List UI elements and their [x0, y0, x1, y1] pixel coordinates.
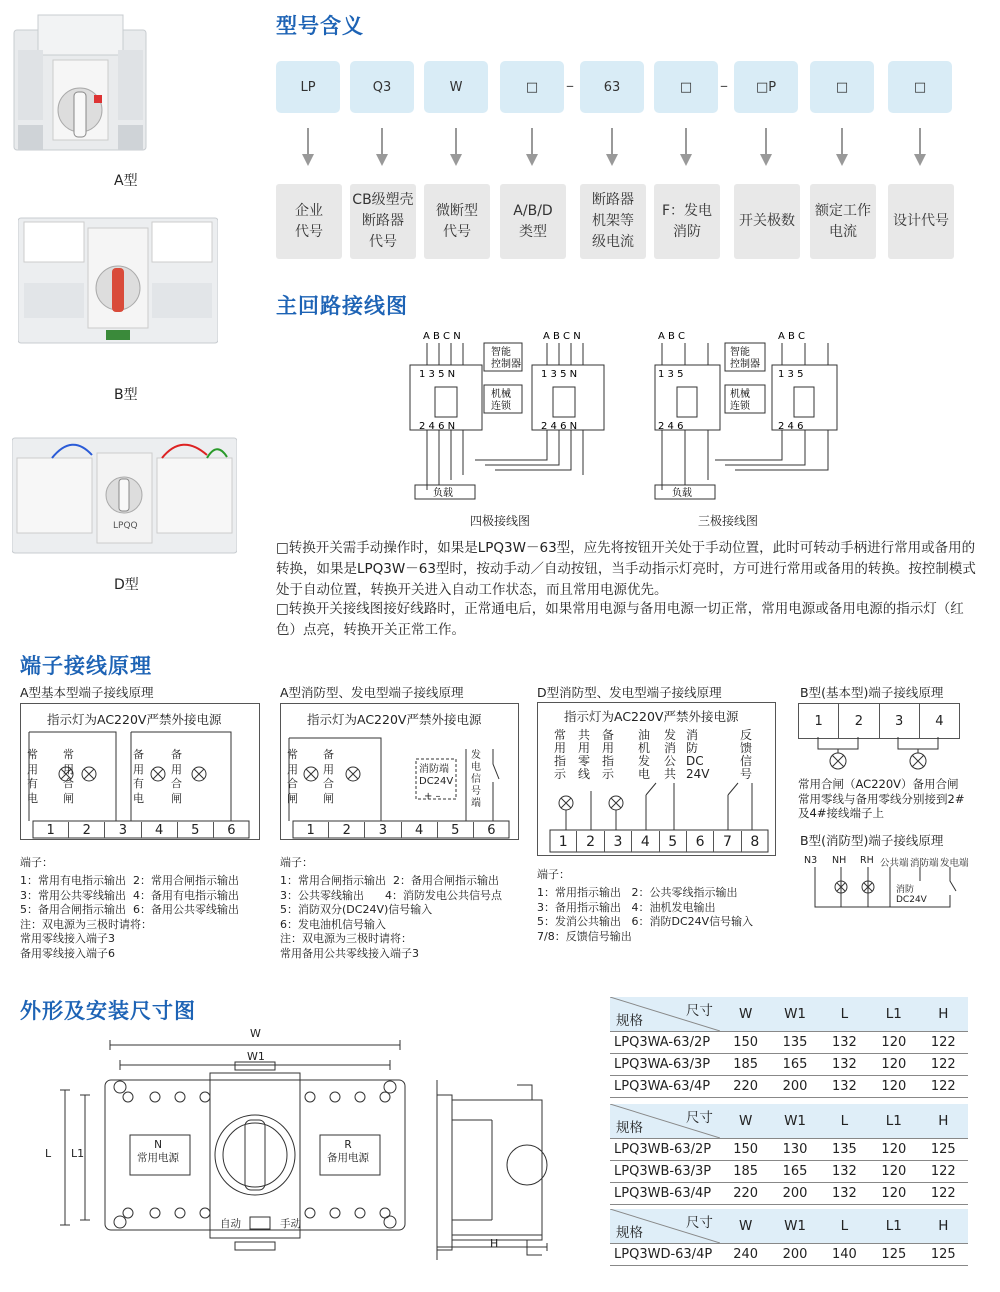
- meaning-box: [500, 184, 566, 259]
- spec-col-header: W: [721, 997, 770, 1032]
- meaning-text: A/B/D 类型: [513, 202, 553, 240]
- spec-cell: 185: [721, 1054, 770, 1076]
- meaning-box: [276, 184, 342, 259]
- spec-cell: 200: [770, 1076, 819, 1098]
- legend-line: 注：双电源为三极时请将：: [280, 932, 412, 945]
- spec-model-cell: LPQ3WA-63/4P: [610, 1076, 721, 1098]
- down-arrow-icon: [834, 128, 850, 168]
- b-fire-dc: 消防 DC24V: [896, 885, 927, 905]
- terminal-number: 4: [401, 822, 437, 838]
- spec-cell: 122: [919, 1161, 968, 1183]
- meaning-box: [424, 184, 490, 259]
- spec-cell: 120: [869, 1032, 918, 1054]
- terminal-number: 7: [713, 831, 740, 852]
- screw-icon: [175, 1092, 185, 1102]
- b-fire-term: 消防端: [910, 858, 939, 869]
- meaning-text: 微断型 代号: [436, 202, 478, 240]
- meaning-box: [888, 184, 954, 259]
- legend-line: 3：公共零线输出 4：消防发电公共信号点: [280, 888, 502, 902]
- four-pole-interlock: 机械连锁: [491, 389, 511, 412]
- spec-cell: 220: [721, 1076, 770, 1098]
- spec-col-header: W1: [770, 1104, 819, 1139]
- dim-w: W: [250, 1027, 261, 1040]
- a-fire-legend: [280, 874, 502, 961]
- three-pole-caption: 三极接线图: [698, 514, 759, 528]
- spec-col-header: L: [820, 1209, 869, 1244]
- spec-cell: 120: [869, 1054, 918, 1076]
- spec-header-row: [610, 1209, 968, 1244]
- b-basic-note: [798, 777, 964, 821]
- b-basic-numbers: [798, 703, 960, 739]
- spec-table: [610, 1209, 968, 1266]
- code-box: □: [500, 61, 564, 113]
- three-pole-terms-bot-r: 2 4 6: [778, 421, 804, 432]
- a-fire-warning: 指示灯为AC220V严禁外接电源: [307, 712, 482, 727]
- spec-cell: 220: [721, 1183, 770, 1205]
- legend-line: 1：常用有电指示输出 2：常用合闸指示输出: [20, 874, 239, 887]
- down-arrow-icon: [300, 128, 316, 168]
- a-basic-label-1: 常 用 有 电: [27, 748, 38, 805]
- spec-cell: 132: [820, 1183, 869, 1205]
- spec-cell: 200: [770, 1183, 819, 1205]
- d-fire-label: 反 馈 信 号: [740, 728, 753, 781]
- legend-line: 3：常用公共零线输出 4：备用有电指示输出: [20, 888, 239, 902]
- b-fire-title: B型(消防型)端子接线原理: [800, 833, 944, 848]
- a-fire-label-1: 常 用 合 闸: [287, 748, 298, 805]
- legend-line: 5：消防双分(DC24V)信号输入: [280, 903, 433, 916]
- down-arrow-icon: [758, 128, 774, 168]
- terminal-number: 1: [46, 822, 55, 838]
- terminal-number: 5: [177, 822, 213, 838]
- meaning-text: CB级塑壳 断路器 代号: [352, 192, 414, 250]
- note-1: □转换开关需手动操作时，如果是LPQ3W－63型，应先将按钮开关处于手动位置，此时可转动手柄进行常用或备用的转换，如果是LPQ3W－63型时，按动手动／自动按钮，当手动指示灯亮时，方可进行常用或备用的转换。按控制模式处于自动位置，转换开关进入自动工作状态，而且常用电源优先。: [276, 540, 976, 598]
- b-fire-term: 发电端: [940, 858, 969, 869]
- spec-col-header: L1: [869, 1104, 918, 1139]
- meaning-box: [810, 184, 876, 259]
- product-d: [12, 433, 237, 558]
- d-fire-title: D型消防型、发电型端子接线原理: [537, 685, 722, 700]
- n-label: N 常用电源: [137, 1139, 179, 1164]
- a-basic-box: [20, 703, 260, 840]
- three-pole-load: 负载: [672, 488, 692, 499]
- four-pole-top-right: A B C N: [543, 331, 581, 342]
- down-arrow-icon: [604, 128, 620, 168]
- a-basic-terminal-word: 端子：: [20, 856, 53, 869]
- code-box: 63: [580, 61, 644, 113]
- terminal-number: 2: [68, 822, 104, 838]
- screw-icon: [200, 1092, 210, 1102]
- d-fire-terminal-word: 端子：: [537, 868, 570, 881]
- terminal-number: 2: [838, 704, 878, 738]
- spec-cell: 125: [869, 1244, 918, 1266]
- screw-icon: [150, 1092, 160, 1102]
- terminal-number: 6: [473, 822, 509, 838]
- a-basic-warning: 指示灯为AC220V严禁外接电源: [47, 712, 222, 727]
- down-arrow-icon: [912, 128, 928, 168]
- legend-line: 常用零线接入端子3: [20, 932, 115, 945]
- spec-cell: 120: [869, 1139, 918, 1161]
- code-box: □: [654, 61, 718, 113]
- spec-cell: 240: [721, 1244, 770, 1266]
- main-circuit-title: 主回路接线图: [276, 294, 408, 318]
- a-fire-box: [280, 703, 519, 840]
- table-row: [610, 1054, 968, 1076]
- meaning-text: 企业 代号: [295, 202, 323, 240]
- product-b: [18, 208, 218, 348]
- spec-model-cell: LPQ3WB-63/2P: [610, 1139, 721, 1161]
- spec-header-corner: [610, 997, 721, 1032]
- terminal-number: 8: [741, 831, 768, 852]
- brand-text: LPQQ: [113, 521, 138, 531]
- screw-icon: [330, 1208, 340, 1218]
- spec-col-header: W1: [770, 1209, 819, 1244]
- separator: –: [566, 76, 574, 95]
- note-2: □转换开关接线图接好线路时，正常通电后，如果常用电源与备用电源一切正常，常用电源或备用电源的指示灯（红色）点亮，转换开关正常工作。: [276, 601, 964, 638]
- meaning-box: [734, 184, 800, 259]
- four-pole-terms-top-r: 1 3 5 N: [541, 369, 578, 380]
- b-fire-diagram: [800, 855, 975, 915]
- auto-label: 自动: [220, 1218, 241, 1230]
- legend-line: 常用备用公共零线接入端子3: [280, 946, 419, 960]
- spec-header-row: [610, 1104, 968, 1139]
- spec-col-header: W1: [770, 997, 819, 1032]
- code-box: LP: [276, 61, 340, 113]
- spec-cell: 120: [869, 1161, 918, 1183]
- spec-cell: 150: [721, 1032, 770, 1054]
- three-pole-terms-top-l: 1 3 5: [658, 369, 684, 380]
- dimensions-title: 外形及安装尺寸图: [20, 999, 196, 1023]
- spec-cell: 165: [770, 1161, 819, 1183]
- a-basic-label-2: 常 用 合 闸: [63, 748, 74, 805]
- spec-word: 规格: [616, 1225, 643, 1241]
- legend-line: 6：发电油机信号输入: [280, 917, 386, 931]
- screw-icon: [380, 1092, 390, 1102]
- spec-col-header: W: [721, 1209, 770, 1244]
- d-fire-legend: [537, 886, 753, 944]
- spec-header-corner: [610, 1209, 721, 1244]
- screw-icon: [200, 1208, 210, 1218]
- three-pole-diagram: [650, 325, 845, 505]
- d-fire-numbers: [550, 831, 768, 852]
- terminal-number: 5: [437, 822, 473, 838]
- front-drawing: [40, 1025, 420, 1270]
- spec-cell: 132: [820, 1054, 869, 1076]
- spec-cell: 132: [820, 1032, 869, 1054]
- terminal-number: 3: [104, 822, 140, 838]
- screw-icon: [123, 1208, 133, 1218]
- terminal-number: 1: [306, 822, 315, 838]
- spec-cell: 185: [721, 1161, 770, 1183]
- screw-icon: [330, 1092, 340, 1102]
- legend-line: 及4#接线端子上: [798, 806, 884, 820]
- b-basic-title: B型(基本型)端子接线原理: [800, 685, 944, 700]
- terminal-number: 4: [141, 822, 177, 838]
- spec-model-cell: LPQ3WA-63/2P: [610, 1032, 721, 1054]
- a-basic-label-4: 备 用 合 闸: [171, 748, 182, 805]
- legend-line: 常用零线与备用零线分别接到2#: [798, 791, 965, 806]
- product-b-label: B型: [114, 387, 138, 403]
- spec-word: 规格: [616, 1120, 643, 1136]
- four-pole-terms-top-l: 1 3 5 N: [419, 369, 456, 380]
- meaning-text: 设计代号: [893, 213, 949, 229]
- code-box: □: [888, 61, 952, 113]
- spec-cell: 150: [721, 1139, 770, 1161]
- a-fire-terminal-word: 端子：: [280, 856, 313, 869]
- down-arrow-icon: [374, 128, 390, 168]
- manual-label: 手动: [280, 1218, 301, 1230]
- spec-cell: 200: [770, 1244, 819, 1266]
- three-pole-top-left: A B C: [658, 331, 686, 342]
- terminal-number: 2: [328, 822, 364, 838]
- spec-model-cell: LPQ3WB-63/3P: [610, 1161, 721, 1183]
- terminal-number: 3: [879, 704, 919, 738]
- spec-model-cell: LPQ3WB-63/4P: [610, 1183, 721, 1205]
- spec-cell: 132: [820, 1161, 869, 1183]
- table-row: [610, 1161, 968, 1183]
- spec-col-header: L1: [869, 997, 918, 1032]
- legend-line: 5：发消公共输出 6：消防DC24V信号输入: [537, 915, 754, 928]
- down-arrow-icon: [448, 128, 464, 168]
- code-box: W: [424, 61, 488, 113]
- dim-h: H: [490, 1237, 499, 1250]
- spec-cell: 132: [820, 1076, 869, 1098]
- a-fire-label-2: 备 用 合 闸: [323, 748, 334, 805]
- four-pole-top-left: A B C N: [423, 331, 461, 342]
- spec-table: [610, 1104, 968, 1205]
- r-label: R 备用电源: [327, 1139, 369, 1164]
- legend-line: 1：常用合闸指示输出 2：备用合闸指示输出: [280, 874, 499, 887]
- d-fire-label: 油 机 发 电: [638, 728, 651, 781]
- d-fire-warning: 指示灯为AC220V严禁外接电源: [564, 709, 739, 724]
- terminal-number: 3: [604, 831, 631, 852]
- table-row: [610, 1183, 968, 1205]
- legend-line: 5：备用合闸指示输出 6：备用公共零线输出: [20, 903, 239, 916]
- table-row: [610, 1139, 968, 1161]
- size-word: 尺寸: [685, 1215, 713, 1231]
- spec-col-header: H: [919, 1209, 968, 1244]
- spec-cell: 140: [820, 1244, 869, 1266]
- four-pole-terms-bot-r: 2 4 6 N: [541, 421, 578, 432]
- d-fire-label: 共 用 零 线: [578, 728, 591, 781]
- a-fire-gen-label: 发 电 信 号 端: [471, 750, 481, 809]
- d-fire-label: 常 用 指 示: [554, 728, 567, 781]
- spec-cell: 130: [770, 1139, 819, 1161]
- a-basic-numbers: [33, 822, 249, 838]
- spec-cell: 122: [919, 1032, 968, 1054]
- terminal-number: 3: [364, 822, 400, 838]
- spec-col-header: L: [820, 997, 869, 1032]
- terminal-number: 6: [213, 822, 249, 838]
- spec-cell: 135: [820, 1139, 869, 1161]
- spec-cell: 125: [919, 1244, 968, 1266]
- table-row: [610, 1244, 968, 1266]
- screw-icon: [305, 1092, 315, 1102]
- down-arrow-icon: [524, 128, 540, 168]
- four-pole-caption: 四极接线图: [470, 514, 531, 528]
- d-fire-label: 消 防 DC 24V: [686, 728, 710, 781]
- screw-icon: [150, 1208, 160, 1218]
- code-box: Q3: [350, 61, 414, 113]
- spec-header-row: [610, 997, 968, 1032]
- size-word: 尺寸: [685, 1110, 713, 1126]
- screw-icon: [175, 1208, 185, 1218]
- legend-line: 常用合闸（AC220V）备用合闸: [798, 777, 959, 791]
- d-fire-box: [537, 702, 776, 856]
- a-basic-label-3: 备 用 有 电: [133, 748, 144, 805]
- terminal-number: 6: [686, 831, 713, 852]
- b-fire-term: RH: [860, 855, 874, 866]
- table-row: [610, 1076, 968, 1098]
- four-pole-controller: 智能控制器: [491, 347, 521, 370]
- legend-line: 1：常用指示输出 2：公共零线指示输出: [537, 886, 738, 899]
- meaning-box: [350, 184, 416, 259]
- spec-table: [610, 997, 968, 1098]
- model-meaning-title: 型号含义: [276, 14, 364, 38]
- spec-cell: 122: [919, 1076, 968, 1098]
- spec-col-header: L: [820, 1104, 869, 1139]
- legend-line: 注：双电源为三极时请将：: [20, 917, 152, 931]
- terminal-number: 1: [814, 713, 823, 729]
- screw-icon: [355, 1208, 365, 1218]
- terminal-number: 5: [659, 831, 686, 852]
- dim-l1: L1: [71, 1147, 85, 1160]
- legend-line: 3：备用指示输出 4：油机发电输出: [537, 900, 716, 914]
- d-fire-label: 备 用 指 示: [602, 728, 615, 781]
- spec-cell: 165: [770, 1054, 819, 1076]
- spec-word: 规格: [616, 1013, 643, 1029]
- product-a: [8, 10, 153, 160]
- spec-col-header: H: [919, 997, 968, 1032]
- dim-w1: W1: [247, 1050, 265, 1063]
- meaning-text: 开关极数: [739, 213, 795, 229]
- terminal-title: 端子接线原理: [20, 654, 152, 678]
- three-pole-controller: 智能控制器: [730, 347, 760, 370]
- dim-l: L: [45, 1147, 52, 1160]
- separator: –: [720, 76, 728, 95]
- code-box: □P: [734, 61, 798, 113]
- product-a-label: A型: [114, 173, 138, 189]
- meaning-text: 断路器 机架等 级电流: [592, 192, 634, 250]
- size-word: 尺寸: [685, 1003, 713, 1019]
- screw-icon: [123, 1092, 133, 1102]
- three-pole-terms-bot-l: 2 4 6: [658, 421, 684, 432]
- meaning-text: F：发电 消防: [661, 202, 713, 240]
- meaning-box: [580, 184, 646, 259]
- three-pole-terms-top-r: 1 3 5: [778, 369, 804, 380]
- spec-col-header: L1: [869, 1209, 918, 1244]
- three-pole-top-right: A B C: [778, 331, 806, 342]
- spec-cell: 120: [869, 1076, 918, 1098]
- spec-cell: 135: [770, 1032, 819, 1054]
- side-drawing: [432, 1075, 567, 1270]
- screw-icon: [355, 1092, 365, 1102]
- terminal-number: 4: [919, 704, 959, 738]
- screw-icon: [305, 1208, 315, 1218]
- legend-line: 备用零线接入端子6: [20, 946, 115, 960]
- code-box: □: [810, 61, 874, 113]
- d-fire-label: 发 消 公 共: [664, 728, 677, 781]
- a-basic-title: A型基本型端子接线原理: [20, 685, 154, 700]
- screw-icon: [380, 1208, 390, 1218]
- spec-cell: 122: [919, 1183, 968, 1205]
- terminal-number: 1: [558, 833, 568, 850]
- a-basic-legend: [20, 874, 239, 961]
- spec-col-header: H: [919, 1104, 968, 1139]
- four-pole-diagram: [405, 325, 610, 505]
- meaning-text: 额定工作 电流: [815, 202, 871, 240]
- table-row: [610, 1032, 968, 1054]
- down-arrow-icon: [678, 128, 694, 168]
- b-fire-term: NH: [832, 855, 847, 866]
- four-pole-load: 负载: [433, 488, 453, 499]
- b-fire-term: N3: [804, 855, 818, 866]
- terminal-number: 4: [631, 831, 658, 852]
- a-fire-dc-label: 消防端 DC24V: [419, 764, 454, 787]
- legend-line: 7/8：反馈信号输出: [537, 929, 632, 943]
- spec-cell: 120: [869, 1183, 918, 1205]
- spec-header-corner: [610, 1104, 721, 1139]
- terminal-number: 2: [576, 831, 603, 852]
- spec-model-cell: LPQ3WA-63/3P: [610, 1054, 721, 1076]
- a-fire-numbers: [293, 822, 509, 838]
- spec-cell: 122: [919, 1054, 968, 1076]
- three-pole-interlock: 机械连锁: [730, 389, 750, 412]
- spec-model-cell: LPQ3WD-63/4P: [610, 1244, 721, 1266]
- b-fire-term: 公共端: [880, 858, 909, 869]
- spec-col-header: W: [721, 1104, 770, 1139]
- spec-cell: 125: [919, 1139, 968, 1161]
- product-d-label: D型: [114, 577, 139, 593]
- four-pole-terms-bot-l: 2 4 6 N: [419, 421, 456, 432]
- meaning-box: [654, 184, 720, 259]
- a-fire-plus-minus: + –: [424, 791, 441, 802]
- a-fire-title: A型消防型、发电型端子接线原理: [280, 685, 464, 700]
